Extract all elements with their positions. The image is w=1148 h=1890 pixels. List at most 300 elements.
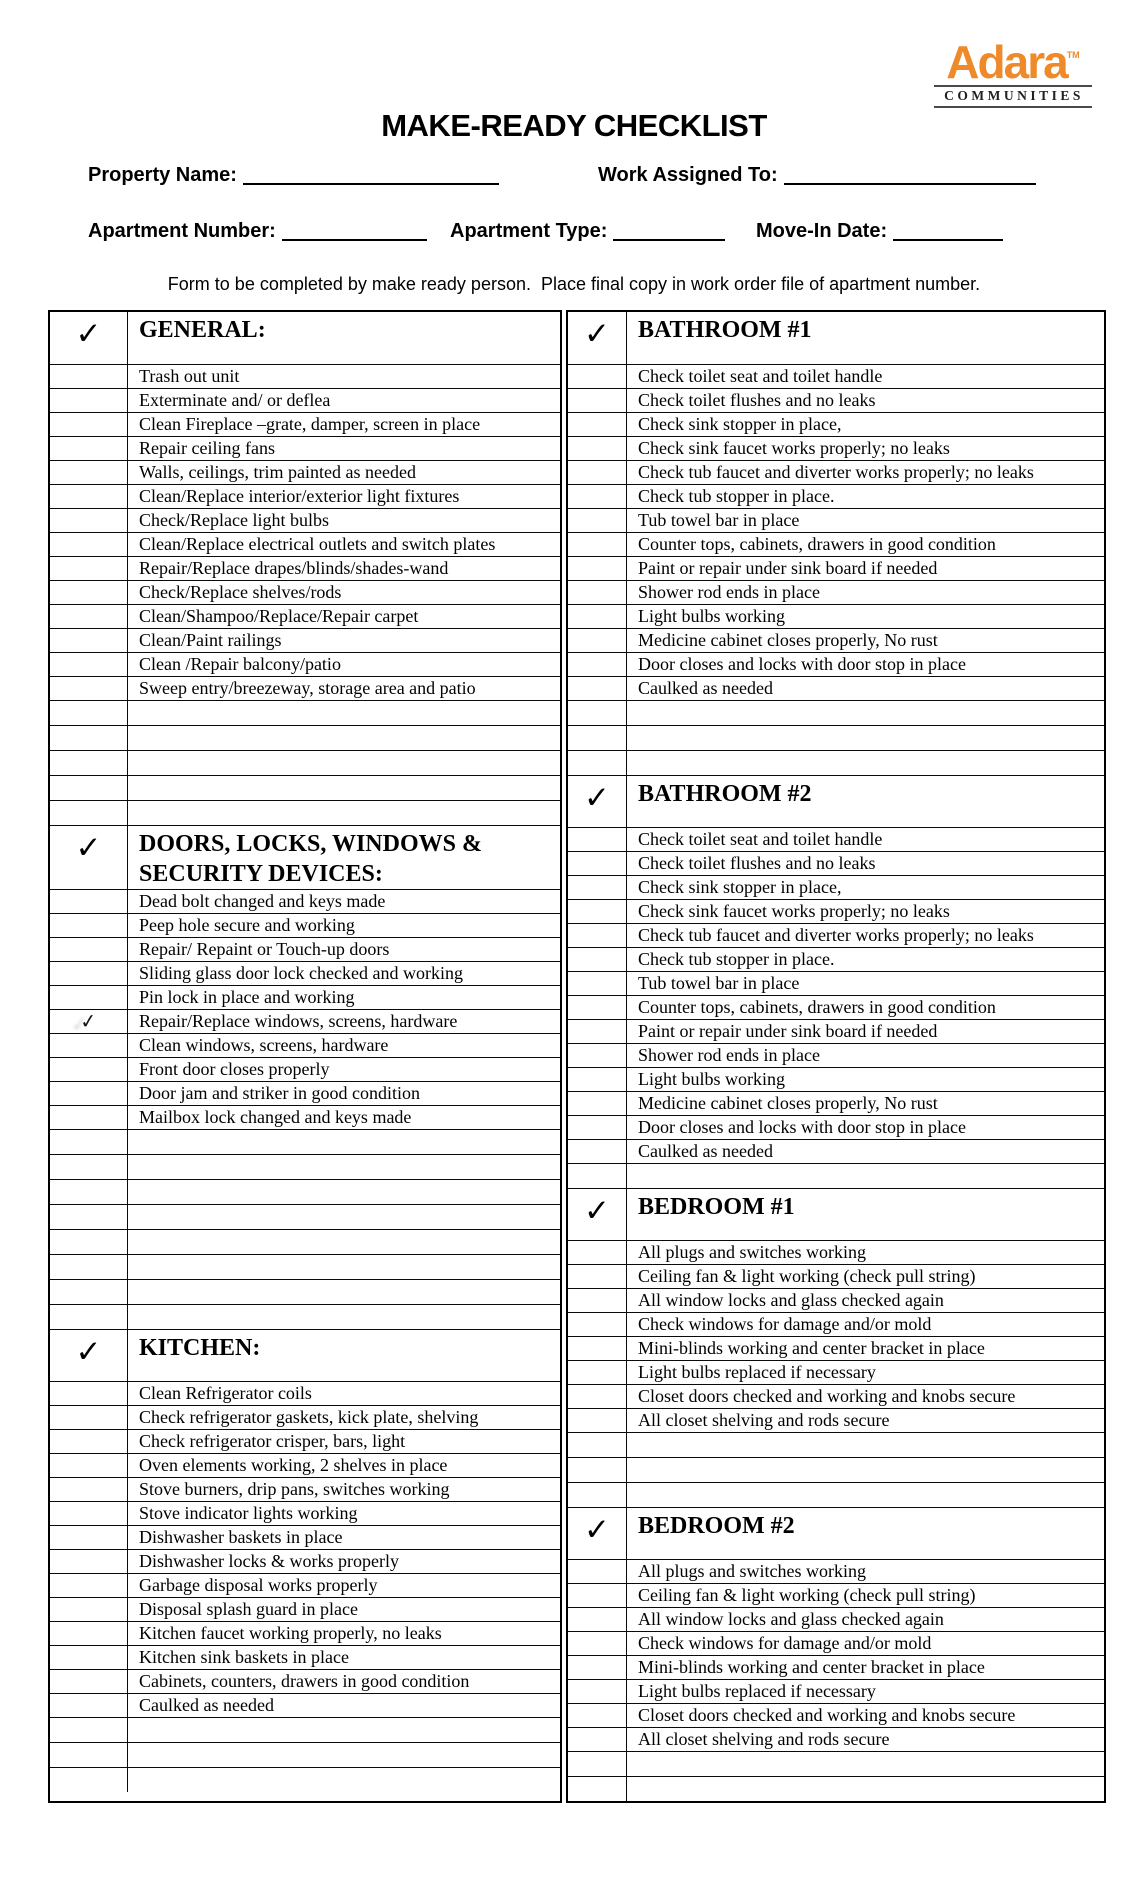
- checklist-row: [50, 580, 560, 604]
- checklist-row: [568, 1384, 1104, 1408]
- item-label: Check toilet seat and toilet handle: [638, 366, 883, 386]
- checklist-row: [568, 1019, 1104, 1043]
- row-check-cell[interactable]: [50, 1255, 128, 1279]
- item-label: Clean/Replace electrical outlets and switch plates: [139, 534, 496, 554]
- row-check-cell[interactable]: [568, 461, 627, 484]
- section-checkmark-icon: ✓: [584, 780, 610, 816]
- item-label: Mini-blinds working and center bracket in place: [638, 1657, 985, 1677]
- row-check-cell[interactable]: [50, 1598, 128, 1621]
- checklist-row: [50, 532, 560, 556]
- row-check-cell[interactable]: [568, 751, 627, 775]
- row-check-cell[interactable]: [568, 876, 627, 899]
- section-header-row: [568, 1188, 1104, 1240]
- checklist-row: [568, 827, 1104, 851]
- item-label: Light bulbs working: [638, 606, 785, 626]
- checklist-row: [568, 1336, 1104, 1360]
- checklist-row: [568, 1312, 1104, 1336]
- row-check-cell[interactable]: [50, 1034, 128, 1057]
- row-check-cell[interactable]: [50, 629, 128, 652]
- row-check-cell[interactable]: [568, 557, 627, 580]
- section-title: GENERAL:: [139, 317, 266, 343]
- checklist-row: [50, 1501, 560, 1525]
- item-label: Paint or repair under sink board if needed: [638, 1021, 938, 1041]
- row-check-cell[interactable]: [568, 677, 627, 700]
- checklist-row: [568, 1139, 1104, 1163]
- item-label: Dead bolt changed and keys made: [139, 891, 386, 911]
- item-label: Check sink faucet works properly; no leaks: [638, 438, 950, 458]
- empty-row: [50, 1717, 560, 1742]
- item-label: Stove burners, drip pans, switches working: [139, 1479, 450, 1499]
- checklist-row: [50, 1081, 560, 1105]
- empty-cell: [128, 1718, 560, 1742]
- section-header-row: [568, 775, 1104, 827]
- checklist-row: [50, 1405, 560, 1429]
- row-check-cell[interactable]: [50, 509, 128, 532]
- empty-row: [50, 1254, 560, 1279]
- row-check-cell[interactable]: [50, 1718, 128, 1742]
- item-label: Clean/Paint railings: [139, 630, 282, 650]
- row-check-cell[interactable]: [50, 701, 128, 725]
- logo-tagline: COMMUNITIES: [934, 85, 1092, 108]
- row-check-cell[interactable]: [50, 1058, 128, 1081]
- checklist-row: [568, 1703, 1104, 1727]
- checklist-row: [568, 1679, 1104, 1703]
- row-check-cell[interactable]: [50, 986, 128, 1009]
- checklist-row: [568, 1091, 1104, 1115]
- empty-cell: [627, 751, 1104, 775]
- checklist-row: [568, 484, 1104, 508]
- work-assigned-label: Work Assigned To:: [598, 164, 778, 186]
- item-label: Light bulbs replaced if necessary: [638, 1362, 876, 1382]
- row-check-cell[interactable]: [568, 533, 627, 556]
- empty-row: [568, 725, 1104, 750]
- empty-row: [568, 1776, 1104, 1801]
- row-check-cell[interactable]: [50, 533, 128, 556]
- row-check-cell[interactable]: [568, 653, 627, 676]
- section-header-row: [568, 312, 1104, 364]
- empty-row: [50, 700, 560, 725]
- row-check-cell[interactable]: [568, 1265, 627, 1288]
- header-field-row-2: [0, 220, 1148, 250]
- row-check-cell[interactable]: [568, 1020, 627, 1043]
- checklist-row: [50, 1057, 560, 1081]
- row-check-cell[interactable]: [50, 653, 128, 676]
- checklist-row: [568, 580, 1104, 604]
- checklist-row: [50, 1477, 560, 1501]
- property-name-field: [88, 164, 499, 187]
- item-label: Light bulbs replaced if necessary: [638, 1681, 876, 1701]
- row-check-cell[interactable]: [50, 1180, 128, 1204]
- empty-row: [568, 1163, 1104, 1188]
- row-check-cell[interactable]: [568, 900, 627, 923]
- row-check-cell[interactable]: [568, 972, 627, 995]
- row-check-cell[interactable]: [50, 1622, 128, 1645]
- row-check-cell[interactable]: [568, 1680, 627, 1703]
- move-in-date-field: [756, 220, 1003, 243]
- empty-row: [50, 1279, 560, 1304]
- empty-row: [50, 800, 560, 825]
- row-check-cell[interactable]: [568, 1409, 627, 1432]
- row-check-cell[interactable]: [568, 924, 627, 947]
- item-label: Check sink stopper in place,: [638, 414, 842, 434]
- section-checkmark-icon: ✓: [584, 1193, 610, 1229]
- row-check-cell[interactable]: [568, 1584, 627, 1607]
- empty-row: [568, 1751, 1104, 1776]
- checklist-row: [568, 604, 1104, 628]
- item-label: Mailbox lock changed and keys made: [139, 1107, 412, 1127]
- apartment-number-blank-line[interactable]: [282, 221, 427, 241]
- item-label: Light bulbs working: [638, 1069, 785, 1089]
- item-label: Dishwasher baskets in place: [139, 1527, 343, 1547]
- checklist-row: [568, 875, 1104, 899]
- empty-row: [50, 1179, 560, 1204]
- row-check-cell[interactable]: [568, 1704, 627, 1727]
- row-check-cell[interactable]: [568, 1337, 627, 1360]
- empty-row: [50, 1767, 560, 1792]
- item-label: Medicine cabinet closes properly, No rust: [638, 1093, 938, 1113]
- empty-cell: [627, 1777, 1104, 1801]
- section-check-cell[interactable]: [568, 776, 627, 827]
- item-label: Sliding glass door lock checked and working: [139, 963, 463, 983]
- row-check-cell[interactable]: [50, 1230, 128, 1254]
- item-label: Closet doors checked and working and knobs secure: [638, 1705, 1016, 1725]
- row-check-cell[interactable]: [568, 852, 627, 875]
- item-label: Ceiling fan & light working (check pull string): [638, 1266, 976, 1286]
- checklist-row: [50, 937, 560, 961]
- item-label: Check tub stopper in place.: [638, 486, 835, 506]
- move-in-date-blank-line[interactable]: [893, 221, 1003, 241]
- item-label: Caulked as needed: [638, 1141, 773, 1161]
- empty-cell: [627, 726, 1104, 750]
- empty-row: [50, 1129, 560, 1154]
- section-check-cell[interactable]: [50, 1330, 128, 1381]
- left-checklist-table: [48, 310, 562, 1803]
- checklist-row: [50, 676, 560, 700]
- row-check-cell[interactable]: [568, 365, 627, 388]
- empty-row: [50, 750, 560, 775]
- empty-cell: [128, 1230, 560, 1254]
- row-check-cell[interactable]: [50, 751, 128, 775]
- row-check-cell[interactable]: [568, 1458, 627, 1482]
- checklist-row: [50, 1381, 560, 1405]
- row-check-cell[interactable]: [568, 1433, 627, 1457]
- empty-row: [568, 1432, 1104, 1457]
- apartment-type-blank-line[interactable]: [613, 221, 725, 241]
- row-check-cell[interactable]: [568, 1560, 627, 1583]
- checklist-row: [50, 1573, 560, 1597]
- row-check-cell[interactable]: [50, 1382, 128, 1405]
- checklist-row: [50, 436, 560, 460]
- row-check-cell[interactable]: [50, 1406, 128, 1429]
- item-label: Check toilet flushes and no leaks: [638, 853, 876, 873]
- row-check-cell[interactable]: [50, 776, 128, 800]
- checklist-row: [568, 971, 1104, 995]
- checklist-row: [568, 1115, 1104, 1139]
- row-check-cell[interactable]: [568, 1608, 627, 1631]
- item-label: Check sink faucet works properly; no leaks: [638, 901, 950, 921]
- item-label: Repair/ Repaint or Touch-up doors: [139, 939, 390, 959]
- row-check-cell[interactable]: [50, 365, 128, 388]
- row-check-cell[interactable]: [568, 1361, 627, 1384]
- row-check-cell[interactable]: [50, 1430, 128, 1453]
- item-label: Stove indicator lights working: [139, 1503, 358, 1523]
- checklist-row: [568, 508, 1104, 532]
- item-label: Clean/Shampoo/Replace/Repair carpet: [139, 606, 419, 626]
- item-label: Shower rod ends in place: [638, 582, 820, 602]
- row-check-cell[interactable]: [568, 1044, 627, 1067]
- section-checkmark-icon: ✓: [75, 830, 102, 866]
- row-check-cell[interactable]: [50, 1010, 128, 1033]
- item-label: Clean /Repair balcony/patio: [139, 654, 341, 674]
- checklist-row: [568, 652, 1104, 676]
- item-label: Repair ceiling fans: [139, 438, 275, 458]
- item-label: Clean/Replace interior/exterior light fixtures: [139, 486, 460, 506]
- row-check-cell[interactable]: [50, 581, 128, 604]
- property-name-blank-line[interactable]: [243, 165, 499, 185]
- section-check-cell[interactable]: [50, 312, 128, 364]
- row-check-cell[interactable]: [568, 1140, 627, 1163]
- checklist-row: [50, 1033, 560, 1057]
- checklist-row: [50, 388, 560, 412]
- checklist-row: [568, 412, 1104, 436]
- row-check-cell[interactable]: [50, 389, 128, 412]
- checklist-row: [568, 1240, 1104, 1264]
- item-label: Check sink stopper in place,: [638, 877, 842, 897]
- item-label: Check tub faucet and diverter works properly; no leaks: [638, 462, 1034, 482]
- row-check-cell[interactable]: [50, 1130, 128, 1154]
- checklist-row: [568, 388, 1104, 412]
- row-check-cell[interactable]: [50, 461, 128, 484]
- checklist-row: [568, 1043, 1104, 1067]
- row-check-cell[interactable]: [568, 1164, 627, 1188]
- row-check-cell[interactable]: [568, 389, 627, 412]
- trademark-symbol: TM: [1066, 50, 1080, 60]
- empty-cell: [128, 1743, 560, 1767]
- checklist-row: [50, 1549, 560, 1573]
- checklist-row: [568, 923, 1104, 947]
- row-check-cell[interactable]: [50, 1478, 128, 1501]
- item-label: All window locks and glass checked again: [638, 1290, 944, 1310]
- row-check-cell[interactable]: [50, 1646, 128, 1669]
- empty-row: [568, 750, 1104, 775]
- row-check-cell[interactable]: [568, 1632, 627, 1655]
- section-checkmark-icon: ✓: [584, 1512, 610, 1548]
- empty-cell: [128, 751, 560, 775]
- item-label: Check/Replace shelves/rods: [139, 582, 342, 602]
- row-check-cell[interactable]: [568, 1289, 627, 1312]
- item-label: Check refrigerator gaskets, kick plate, shelving: [139, 1407, 479, 1427]
- item-label: Tub towel bar in place: [638, 510, 800, 530]
- item-label: Door closes and locks with door stop in place: [638, 1117, 966, 1137]
- row-check-cell[interactable]: [568, 996, 627, 1019]
- section-title: BEDROOM #1: [638, 1194, 795, 1220]
- row-check-cell[interactable]: [50, 1670, 128, 1693]
- row-check-cell[interactable]: [50, 1280, 128, 1304]
- item-label: Pin lock in place and working: [139, 987, 355, 1007]
- checklist-row: [568, 364, 1104, 388]
- item-label: Shower rod ends in place: [638, 1045, 820, 1065]
- item-label: Sweep entry/breezeway, storage area and patio: [139, 678, 476, 698]
- section-title: BATHROOM #2: [638, 781, 812, 807]
- row-check-cell[interactable]: [50, 1082, 128, 1105]
- empty-cell: [128, 776, 560, 800]
- checklist-row: [568, 436, 1104, 460]
- empty-cell: [128, 801, 560, 825]
- item-label: Garbage disposal works properly: [139, 1575, 378, 1595]
- checklist-row: [568, 1288, 1104, 1312]
- row-check-cell[interactable]: [568, 437, 627, 460]
- row-check-cell[interactable]: [50, 726, 128, 750]
- item-label: Dishwasher locks & works properly: [139, 1551, 399, 1571]
- empty-cell: [627, 701, 1104, 725]
- empty-cell: [128, 1180, 560, 1204]
- row-check-cell[interactable]: [50, 914, 128, 937]
- row-check-cell[interactable]: [568, 581, 627, 604]
- row-check-cell[interactable]: [568, 1116, 627, 1139]
- row-check-cell[interactable]: [568, 485, 627, 508]
- item-label: Check windows for damage and/or mold: [638, 1633, 932, 1653]
- checklist-row: [50, 364, 560, 388]
- item-label: Oven elements working, 2 shelves in place: [139, 1455, 448, 1475]
- item-label: All closet shelving and rods secure: [638, 1410, 890, 1430]
- row-check-cell[interactable]: [568, 629, 627, 652]
- checklist-row: [50, 1453, 560, 1477]
- row-check-cell[interactable]: [50, 1205, 128, 1229]
- work-assigned-field: [598, 164, 1036, 187]
- checklist-row: [568, 1067, 1104, 1091]
- checklist-row: [568, 1631, 1104, 1655]
- item-label: Kitchen sink baskets in place: [139, 1647, 349, 1667]
- empty-cell: [627, 1752, 1104, 1776]
- row-check-cell[interactable]: [568, 605, 627, 628]
- item-label: Ceiling fan & light working (check pull string): [638, 1585, 976, 1605]
- row-check-cell[interactable]: [50, 1574, 128, 1597]
- item-label: Check tub stopper in place.: [638, 949, 835, 969]
- row-check-cell[interactable]: [50, 890, 128, 913]
- checklist-row: [568, 947, 1104, 971]
- item-label: All plugs and switches working: [638, 1561, 866, 1581]
- row-check-cell[interactable]: [568, 726, 627, 750]
- item-label: Repair/Replace drapes/blinds/shades-wand: [139, 558, 449, 578]
- section-check-cell[interactable]: [568, 1508, 627, 1559]
- checklist-row: [50, 985, 560, 1009]
- row-check-cell[interactable]: [568, 509, 627, 532]
- row-check-cell[interactable]: [50, 677, 128, 700]
- empty-row: [50, 1204, 560, 1229]
- row-check-cell[interactable]: [50, 413, 128, 436]
- row-check-cell[interactable]: [568, 1777, 627, 1801]
- row-check-cell[interactable]: [50, 557, 128, 580]
- empty-cell: [627, 1164, 1104, 1188]
- row-check-cell[interactable]: [568, 1092, 627, 1115]
- checklist-row: [568, 1264, 1104, 1288]
- checklist-row: [50, 412, 560, 436]
- item-label: Repair/Replace windows, screens, hardware: [139, 1011, 458, 1031]
- property-name-label: Property Name:: [88, 164, 237, 186]
- section-header-row: [50, 312, 560, 364]
- row-check-cell[interactable]: [568, 1656, 627, 1679]
- logo-brand-text: [934, 33, 1092, 88]
- checklist-row: [50, 1621, 560, 1645]
- row-check-cell[interactable]: [50, 801, 128, 825]
- section-header-row: [50, 1329, 560, 1381]
- row-check-cell[interactable]: [50, 1694, 128, 1717]
- row-check-cell[interactable]: [568, 1313, 627, 1336]
- checklist-row: [50, 913, 560, 937]
- row-check-cell[interactable]: [568, 701, 627, 725]
- row-check-cell[interactable]: [50, 1502, 128, 1525]
- empty-cell: [627, 1458, 1104, 1482]
- item-label: Trash out unit: [139, 366, 240, 386]
- checklist-row: [50, 508, 560, 532]
- empty-cell: [128, 1205, 560, 1229]
- empty-cell: [128, 1305, 560, 1329]
- item-label: Cabinets, counters, drawers in good condition: [139, 1671, 470, 1691]
- work-assigned-blank-line[interactable]: [784, 165, 1036, 185]
- row-check-cell[interactable]: [50, 938, 128, 961]
- item-label: Clean windows, screens, hardware: [139, 1035, 389, 1055]
- row-check-cell[interactable]: [50, 1526, 128, 1549]
- row-check-cell[interactable]: [50, 1106, 128, 1129]
- checklist-row: [50, 1105, 560, 1129]
- checklist-row: [50, 1693, 560, 1717]
- section-checkmark-icon: ✓: [75, 1334, 102, 1370]
- empty-row: [50, 775, 560, 800]
- section-check-cell[interactable]: [50, 826, 128, 889]
- row-check-cell[interactable]: [50, 962, 128, 985]
- section-check-cell[interactable]: [568, 312, 627, 364]
- row-check-cell[interactable]: [50, 1768, 128, 1792]
- row-check-cell[interactable]: [568, 1068, 627, 1091]
- checklist-row: [50, 652, 560, 676]
- section-checkmark-icon: ✓: [75, 316, 102, 352]
- row-check-cell[interactable]: [568, 1385, 627, 1408]
- item-label: Check tub faucet and diverter works properly; no leaks: [638, 925, 1034, 945]
- row-check-cell[interactable]: [568, 828, 627, 851]
- row-check-cell[interactable]: [50, 605, 128, 628]
- checklist-row: [50, 1009, 560, 1033]
- row-check-cell[interactable]: [568, 1483, 627, 1507]
- checklist-row: [568, 1360, 1104, 1384]
- logo-brand-word: Adara: [946, 36, 1067, 88]
- checklist-row: [568, 628, 1104, 652]
- row-check-cell[interactable]: [50, 1743, 128, 1767]
- item-label: Closet doors checked and working and knobs secure: [638, 1386, 1016, 1406]
- row-check-cell[interactable]: [50, 1305, 128, 1329]
- checklist-row: [568, 1655, 1104, 1679]
- row-check-cell[interactable]: [50, 485, 128, 508]
- row-check-cell[interactable]: [50, 1550, 128, 1573]
- row-check-cell[interactable]: [568, 413, 627, 436]
- row-check-cell[interactable]: [568, 1241, 627, 1264]
- row-check-cell[interactable]: [568, 948, 627, 971]
- section-check-cell[interactable]: [568, 1189, 627, 1240]
- item-label: Front door closes properly: [139, 1059, 330, 1079]
- row-check-cell[interactable]: [50, 1155, 128, 1179]
- section-title: BATHROOM #1: [638, 317, 812, 343]
- row-check-cell[interactable]: [568, 1728, 627, 1751]
- right-checklist-table: [566, 310, 1106, 1803]
- row-check-cell[interactable]: [568, 1752, 627, 1776]
- section-header-row: [568, 1507, 1104, 1559]
- row-check-cell[interactable]: [50, 437, 128, 460]
- item-label: Door jam and striker in good condition: [139, 1083, 420, 1103]
- apartment-number-label: Apartment Number:: [88, 220, 276, 242]
- empty-row: [50, 1304, 560, 1329]
- adara-logo: [934, 33, 1092, 108]
- item-label: Clean Fireplace –grate, damper, screen in place: [139, 414, 481, 434]
- row-check-cell[interactable]: [50, 1454, 128, 1477]
